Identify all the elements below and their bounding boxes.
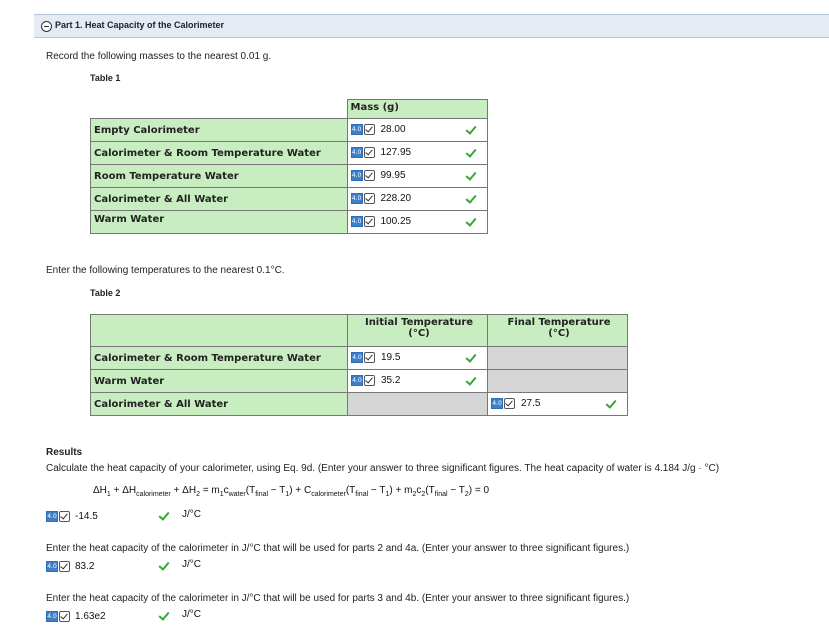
correct-check-icon [158, 511, 168, 521]
value-cell [347, 188, 487, 211]
table-row [91, 211, 488, 234]
score-badge: 4.0 [352, 354, 362, 362]
table1-corner [91, 100, 348, 119]
table-row [91, 119, 488, 142]
answer2-value[interactable]: 83.2 [75, 561, 95, 573]
heat-equation: $\Delta H_1 + \Delta H_{calorimeter} + \Delta H_2 = m_1c_{water}(T_{final} - T_1) + C_{calorimeter}(T_{final} - T_1) + m_2c_2(T_{final} - T_2) = 0$ [93, 485, 490, 498]
value-cell [347, 211, 487, 234]
correct-check-icon [605, 399, 615, 409]
value-cell [347, 165, 487, 188]
mass-value[interactable]: 127.95 [380, 147, 412, 159]
row-label: Warm Water [91, 370, 348, 393]
answer1-field [46, 508, 98, 526]
value-cell [488, 393, 628, 416]
value-cell [347, 119, 487, 142]
check-icon [364, 216, 375, 227]
table-row [91, 142, 488, 165]
instruction3: Enter the heat capacity of the calorimeter in J/°C that will be used for parts 3 and 4b. (Enter your answer to three significant figures.) [46, 593, 630, 604]
initial-temp-header-line1: Initial Temperature [364, 317, 474, 328]
masses-instruction: Record the following masses to the nearest 0.01 g. [46, 51, 272, 62]
answer3-field [46, 608, 106, 626]
results-instruction: Calculate the heat capacity of your calorimeter, using Eq. 9d. (Enter your answer to three significant figures. The heat capacity of water is 4.184 J/g · °C) [46, 463, 720, 474]
mass-value[interactable]: 28.00 [380, 124, 406, 136]
correct-check-icon [465, 148, 475, 158]
initial-temp-header-line2: (°C) [408, 328, 430, 339]
score-badge: 4.0 [47, 563, 57, 571]
check-icon [59, 561, 70, 572]
final-temp-header [488, 315, 628, 347]
initial-temp-header [348, 315, 488, 347]
answer1-value[interactable]: -14.5 [75, 511, 98, 523]
value-cell [347, 142, 487, 165]
correct-check-icon [465, 171, 475, 181]
score-badge: 4.0 [352, 377, 362, 385]
answer3-unit: J/°C [182, 609, 201, 620]
table2-title: Table 2 [90, 288, 121, 298]
answer3-value[interactable]: 1.63e2 [75, 611, 106, 623]
row-label: Room Temperature Water [91, 165, 348, 188]
mass-value[interactable]: 100.25 [380, 216, 412, 228]
empty-cell [488, 347, 628, 370]
check-icon [59, 611, 70, 622]
score-badge: 4.0 [351, 126, 362, 134]
mass-value[interactable]: 99.95 [380, 170, 406, 182]
value-cell [348, 347, 488, 370]
row-label: Warm Water [91, 211, 348, 234]
score-badge: 4.0 [351, 195, 362, 203]
answer2-field [46, 558, 94, 576]
table-row [91, 370, 628, 393]
row-label: Calorimeter & Room Temperature Water [91, 142, 348, 165]
value-cell [348, 370, 488, 393]
row-label: Calorimeter & All Water [91, 188, 348, 211]
mass-value[interactable]: 228.20 [380, 193, 412, 205]
check-icon [504, 398, 515, 409]
table-row [91, 347, 628, 370]
check-icon [364, 170, 375, 181]
score-badge: 4.0 [492, 400, 502, 408]
score-badge: 4.0 [351, 149, 362, 157]
check-icon [364, 352, 375, 363]
check-icon [364, 147, 375, 158]
table-row [91, 393, 628, 416]
correct-check-icon [465, 353, 475, 363]
check-icon [364, 124, 375, 135]
score-badge: 4.0 [47, 613, 57, 621]
row-label: Calorimeter & Room Temperature Water [91, 347, 348, 370]
check-icon [59, 511, 70, 522]
mass-column-header: Mass (g) [347, 100, 487, 119]
score-badge: 4.0 [351, 218, 362, 226]
table-row [91, 188, 488, 211]
correct-check-icon [158, 561, 168, 571]
temp-value[interactable]: 27.5 [521, 398, 541, 410]
final-temp-header-line1: Final Temperature [507, 317, 611, 328]
final-temp-header-line2: (°C) [548, 328, 570, 339]
correct-check-icon [465, 194, 475, 204]
check-icon [364, 375, 375, 386]
temps-table [90, 314, 628, 416]
collapse-icon[interactable] [41, 21, 52, 32]
temps-instruction: Enter the following temperatures to the nearest 0.1°C. [46, 265, 285, 276]
check-icon [364, 193, 375, 204]
part-title: Part 1. Heat Capacity of the Calorimeter [55, 20, 225, 30]
empty-cell [488, 370, 628, 393]
empty-cell [348, 393, 488, 416]
temp-value[interactable]: 35.2 [381, 375, 401, 387]
row-label: Empty Calorimeter [91, 119, 348, 142]
table-row [91, 165, 488, 188]
score-badge: 4.0 [47, 513, 57, 521]
answer2-unit: J/°C [182, 559, 201, 570]
masses-table [90, 99, 488, 234]
score-badge: 4.0 [351, 172, 362, 180]
correct-check-icon [465, 376, 475, 386]
answer1-unit: J/°C [182, 509, 201, 520]
correct-check-icon [158, 611, 168, 621]
table2-corner [91, 315, 348, 347]
results-title: Results [46, 447, 83, 458]
part-header [34, 14, 829, 38]
correct-check-icon [465, 217, 475, 227]
row-label: Calorimeter & All Water [91, 393, 348, 416]
instruction2: Enter the heat capacity of the calorimeter in J/°C that will be used for parts 2 and 4a. (Enter your answer to three significant figures.) [46, 543, 630, 554]
correct-check-icon [465, 125, 475, 135]
table1-title: Table 1 [90, 73, 121, 83]
temp-value[interactable]: 19.5 [381, 352, 401, 364]
